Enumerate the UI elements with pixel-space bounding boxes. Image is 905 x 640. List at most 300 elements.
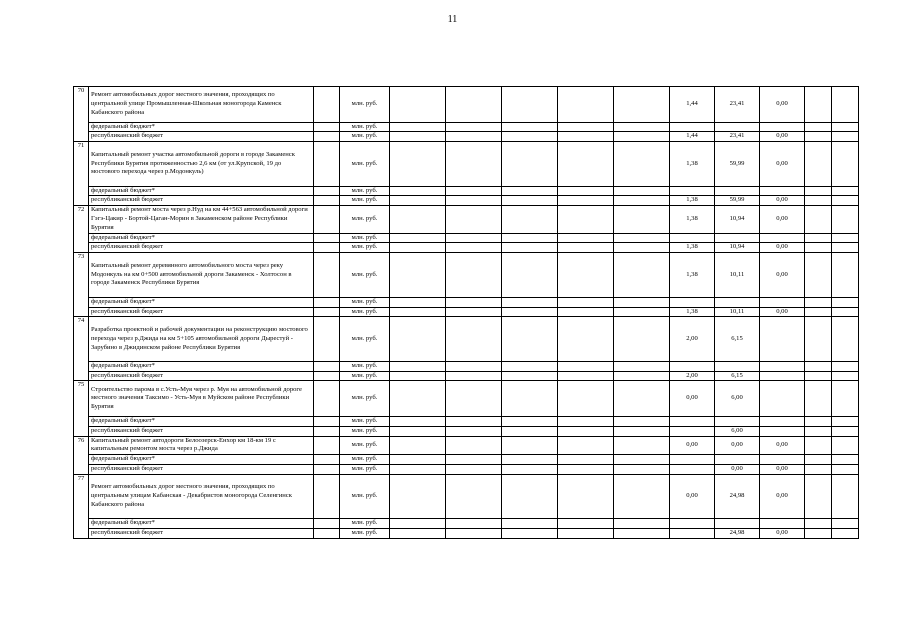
empty-cell (832, 371, 859, 381)
row-description: Строительство парома в с.Усть-Муя через р. Муя на автомобильной дороге местного значения Таксимо - Усть-Муя в Муйском районе Республики Бурятия (89, 381, 314, 417)
empty-cell (805, 474, 832, 519)
row-description: Капитальный ремонт участка автомобильной дороги в городе Закаменск Республики Бурятия протяженностью 2,6 км (от ул.Крупской, 19 до мостового перехода через р.Модонкуль) (89, 142, 314, 187)
empty-cell (558, 253, 614, 298)
empty-cell (832, 132, 859, 142)
value-cell-1: 1,38 (670, 253, 715, 298)
empty-cell (314, 206, 340, 233)
empty-cell (390, 361, 446, 371)
empty-cell (502, 474, 558, 519)
value-cell-3: 0,00 (760, 474, 805, 519)
empty-cell (805, 132, 832, 142)
row-description: федеральный бюджет* (89, 122, 314, 132)
table-row-sub (74, 307, 859, 317)
empty-cell (805, 233, 832, 243)
value-cell-1: 0,00 (670, 474, 715, 519)
row-description: федеральный бюджет* (89, 233, 314, 243)
value-cell-3 (760, 417, 805, 427)
empty-cell (558, 297, 614, 307)
table-row-item (74, 436, 859, 455)
value-cell-1 (670, 186, 715, 196)
value-cell-3: 0,00 (760, 253, 805, 298)
empty-cell (614, 142, 670, 187)
empty-cell (314, 122, 340, 132)
value-cell-2: 10,94 (715, 243, 760, 253)
empty-cell (558, 361, 614, 371)
empty-cell (390, 132, 446, 142)
unit-cell: млн. руб. (340, 196, 390, 206)
empty-cell (558, 371, 614, 381)
empty-cell (805, 142, 832, 187)
row-description: Капитальный ремонт деревянного автомобильного моста через реку Модонкуль на км 0+500 автомобильной дороги Закаменск - Холтосон в городе Закаменск Республики Бурятия (89, 253, 314, 298)
value-cell-3 (760, 186, 805, 196)
value-cell-2: 6,15 (715, 371, 760, 381)
value-cell-2: 24,98 (715, 529, 760, 539)
empty-cell (446, 455, 502, 465)
empty-cell (390, 417, 446, 427)
empty-cell (805, 317, 832, 362)
value-cell-1: 1,44 (670, 132, 715, 142)
unit-cell: млн. руб. (340, 417, 390, 427)
unit-cell: млн. руб. (340, 436, 390, 455)
empty-cell (558, 455, 614, 465)
empty-cell (502, 196, 558, 206)
empty-cell (805, 519, 832, 529)
value-cell-2: 24,98 (715, 474, 760, 519)
row-number: 73 (74, 253, 89, 317)
value-cell-2 (715, 455, 760, 465)
empty-cell (390, 122, 446, 132)
value-cell-3: 0,00 (760, 142, 805, 187)
empty-cell (446, 426, 502, 436)
empty-cell (614, 381, 670, 417)
empty-cell (614, 519, 670, 529)
empty-cell (614, 297, 670, 307)
empty-cell (446, 243, 502, 253)
value-cell-1 (670, 361, 715, 371)
row-description: федеральный бюджет* (89, 297, 314, 307)
empty-cell (558, 381, 614, 417)
value-cell-2 (715, 297, 760, 307)
empty-cell (314, 142, 340, 187)
value-cell-3 (760, 122, 805, 132)
unit-cell: млн. руб. (340, 243, 390, 253)
unit-cell: млн. руб. (340, 474, 390, 519)
value-cell-1 (670, 417, 715, 427)
value-cell-1: 2,00 (670, 371, 715, 381)
row-number: 71 (74, 142, 89, 206)
value-cell-3 (760, 519, 805, 529)
empty-cell (314, 529, 340, 539)
value-cell-3: 0,00 (760, 529, 805, 539)
empty-cell (805, 206, 832, 233)
value-cell-3 (760, 426, 805, 436)
empty-cell (558, 317, 614, 362)
empty-cell (446, 253, 502, 298)
empty-cell (558, 196, 614, 206)
empty-cell (446, 233, 502, 243)
empty-cell (502, 253, 558, 298)
empty-cell (446, 186, 502, 196)
empty-cell (502, 206, 558, 233)
empty-cell (446, 142, 502, 187)
table-row-sub (74, 426, 859, 436)
empty-cell (390, 196, 446, 206)
empty-cell (446, 317, 502, 362)
empty-cell (390, 206, 446, 233)
empty-cell (805, 186, 832, 196)
empty-cell (805, 253, 832, 298)
empty-cell (558, 186, 614, 196)
value-cell-3 (760, 361, 805, 371)
row-description: республиканский бюджет (89, 243, 314, 253)
value-cell-1 (670, 519, 715, 529)
value-cell-2: 0,00 (715, 436, 760, 455)
value-cell-2: 23,41 (715, 132, 760, 142)
empty-cell (446, 519, 502, 529)
unit-cell: млн. руб. (340, 253, 390, 298)
unit-cell: млн. руб. (340, 87, 390, 123)
table-row-sub (74, 361, 859, 371)
empty-cell (805, 455, 832, 465)
empty-cell (558, 474, 614, 519)
row-description: Капитальный ремонт моста через р.Нуд на км 44+563 автомобильной дороги Гэгэ-Цакир - Бортой-Цаган-Морин в Закаменском районе Республики Бурятия (89, 206, 314, 233)
empty-cell (446, 87, 502, 123)
page-number: 11 (447, 14, 458, 25)
empty-cell (832, 186, 859, 196)
empty-cell (314, 474, 340, 519)
empty-cell (558, 436, 614, 455)
empty-cell (614, 186, 670, 196)
row-description: республиканский бюджет (89, 465, 314, 475)
row-number: 75 (74, 381, 89, 436)
unit-cell: млн. руб. (340, 206, 390, 233)
empty-cell (832, 436, 859, 455)
value-cell-2 (715, 361, 760, 371)
value-cell-3: 0,00 (760, 243, 805, 253)
empty-cell (446, 381, 502, 417)
empty-cell (314, 253, 340, 298)
value-cell-2: 59,99 (715, 142, 760, 187)
table-row-sub (74, 186, 859, 196)
empty-cell (614, 317, 670, 362)
row-description: Ремонт автомобильных дорог местного значения, проходящих по центральным улицам Кабанская - Декабристов моногорода Селенгинск Кабанского района (89, 474, 314, 519)
value-cell-3: 0,00 (760, 465, 805, 475)
empty-cell (314, 317, 340, 362)
empty-cell (558, 519, 614, 529)
empty-cell (502, 426, 558, 436)
empty-cell (558, 233, 614, 243)
empty-cell (805, 426, 832, 436)
unit-cell: млн. руб. (340, 132, 390, 142)
empty-cell (502, 233, 558, 243)
table-row-sub (74, 529, 859, 539)
empty-cell (832, 87, 859, 123)
empty-cell (558, 307, 614, 317)
value-cell-2: 6,00 (715, 381, 760, 417)
empty-cell (614, 417, 670, 427)
value-cell-3: 0,00 (760, 206, 805, 233)
empty-cell (805, 361, 832, 371)
empty-cell (390, 474, 446, 519)
table-row-sub (74, 417, 859, 427)
empty-cell (390, 426, 446, 436)
empty-cell (314, 417, 340, 427)
empty-cell (805, 87, 832, 123)
empty-cell (832, 122, 859, 132)
empty-cell (832, 465, 859, 475)
empty-cell (832, 317, 859, 362)
unit-cell: млн. руб. (340, 361, 390, 371)
empty-cell (614, 253, 670, 298)
empty-cell (614, 233, 670, 243)
empty-cell (614, 132, 670, 142)
unit-cell: млн. руб. (340, 455, 390, 465)
empty-cell (832, 455, 859, 465)
value-cell-1: 2,00 (670, 317, 715, 362)
empty-cell (390, 381, 446, 417)
table-row-item (74, 253, 859, 298)
value-cell-3: 0,00 (760, 196, 805, 206)
value-cell-3: 0,00 (760, 307, 805, 317)
unit-cell: млн. руб. (340, 519, 390, 529)
empty-cell (832, 519, 859, 529)
value-cell-1 (670, 529, 715, 539)
empty-cell (614, 529, 670, 539)
empty-cell (390, 243, 446, 253)
empty-cell (614, 361, 670, 371)
empty-cell (558, 206, 614, 233)
empty-cell (805, 243, 832, 253)
value-cell-3: 0,00 (760, 132, 805, 142)
value-cell-3 (760, 297, 805, 307)
unit-cell: млн. руб. (340, 529, 390, 539)
table-row-sub (74, 132, 859, 142)
empty-cell (314, 371, 340, 381)
empty-cell (390, 142, 446, 187)
empty-cell (614, 465, 670, 475)
empty-cell (446, 132, 502, 142)
empty-cell (314, 436, 340, 455)
empty-cell (502, 132, 558, 142)
empty-cell (558, 142, 614, 187)
value-cell-2 (715, 186, 760, 196)
row-description: республиканский бюджет (89, 132, 314, 142)
value-cell-3: 0,00 (760, 436, 805, 455)
empty-cell (502, 243, 558, 253)
value-cell-3: 0,00 (760, 87, 805, 123)
empty-cell (614, 455, 670, 465)
empty-cell (314, 426, 340, 436)
row-description: федеральный бюджет* (89, 361, 314, 371)
value-cell-3 (760, 371, 805, 381)
empty-cell (446, 465, 502, 475)
empty-cell (805, 297, 832, 307)
empty-cell (805, 371, 832, 381)
empty-cell (314, 233, 340, 243)
empty-cell (832, 426, 859, 436)
empty-cell (558, 132, 614, 142)
empty-cell (390, 233, 446, 243)
empty-cell (832, 474, 859, 519)
value-cell-1: 0,00 (670, 436, 715, 455)
empty-cell (805, 529, 832, 539)
value-cell-1: 1,38 (670, 196, 715, 206)
unit-cell: млн. руб. (340, 233, 390, 243)
empty-cell (314, 361, 340, 371)
empty-cell (614, 196, 670, 206)
empty-cell (614, 87, 670, 123)
empty-cell (558, 243, 614, 253)
unit-cell: млн. руб. (340, 381, 390, 417)
value-cell-1 (670, 233, 715, 243)
unit-cell: млн. руб. (340, 465, 390, 475)
budget-table (73, 86, 859, 539)
empty-cell (614, 206, 670, 233)
table-row-sub (74, 233, 859, 243)
empty-cell (502, 142, 558, 187)
empty-cell (805, 465, 832, 475)
row-number: 70 (74, 87, 89, 142)
empty-cell (832, 196, 859, 206)
value-cell-3 (760, 455, 805, 465)
empty-cell (832, 233, 859, 243)
value-cell-2: 10,11 (715, 307, 760, 317)
empty-cell (502, 371, 558, 381)
empty-cell (390, 455, 446, 465)
empty-cell (314, 186, 340, 196)
row-description: федеральный бюджет* (89, 186, 314, 196)
unit-cell: млн. руб. (340, 142, 390, 187)
value-cell-1: 1,44 (670, 87, 715, 123)
empty-cell (558, 426, 614, 436)
empty-cell (502, 122, 558, 132)
empty-cell (314, 243, 340, 253)
empty-cell (446, 307, 502, 317)
value-cell-1: 1,38 (670, 206, 715, 233)
empty-cell (446, 417, 502, 427)
empty-cell (614, 371, 670, 381)
row-number: 72 (74, 206, 89, 253)
empty-cell (805, 436, 832, 455)
value-cell-1 (670, 122, 715, 132)
empty-cell (502, 436, 558, 455)
empty-cell (614, 122, 670, 132)
value-cell-1 (670, 455, 715, 465)
table-row-item (74, 381, 859, 417)
table-row-sub (74, 465, 859, 475)
table-row-item (74, 317, 859, 362)
unit-cell: млн. руб. (340, 297, 390, 307)
value-cell-2: 10,11 (715, 253, 760, 298)
empty-cell (314, 381, 340, 417)
empty-cell (832, 307, 859, 317)
table-row-sub (74, 519, 859, 529)
value-cell-2 (715, 417, 760, 427)
value-cell-1 (670, 426, 715, 436)
empty-cell (314, 455, 340, 465)
empty-cell (502, 455, 558, 465)
value-cell-1: 0,00 (670, 381, 715, 417)
empty-cell (502, 465, 558, 475)
empty-cell (390, 186, 446, 196)
empty-cell (314, 465, 340, 475)
empty-cell (832, 529, 859, 539)
empty-cell (446, 196, 502, 206)
empty-cell (558, 465, 614, 475)
value-cell-2 (715, 233, 760, 243)
table-row-item (74, 87, 859, 123)
row-description: республиканский бюджет (89, 371, 314, 381)
empty-cell (502, 519, 558, 529)
empty-cell (390, 307, 446, 317)
empty-cell (805, 122, 832, 132)
empty-cell (390, 465, 446, 475)
unit-cell: млн. руб. (340, 371, 390, 381)
empty-cell (502, 381, 558, 417)
empty-cell (832, 253, 859, 298)
empty-cell (446, 206, 502, 233)
table-row-sub (74, 297, 859, 307)
empty-cell (446, 371, 502, 381)
empty-cell (502, 87, 558, 123)
value-cell-2: 23,41 (715, 87, 760, 123)
empty-cell (314, 519, 340, 529)
table-row-item (74, 142, 859, 187)
empty-cell (390, 436, 446, 455)
row-number: 77 (74, 474, 89, 538)
row-description: Капитальный ремонт автодороги Белоозерск-Енхор км 18-км 19 с капитальным ремонтом моста через р.Джида (89, 436, 314, 455)
unit-cell: млн. руб. (340, 307, 390, 317)
empty-cell (502, 417, 558, 427)
value-cell-2 (715, 122, 760, 132)
empty-cell (805, 417, 832, 427)
table-row-sub (74, 371, 859, 381)
value-cell-2: 6,15 (715, 317, 760, 362)
value-cell-1 (670, 465, 715, 475)
table-row-sub (74, 196, 859, 206)
empty-cell (832, 206, 859, 233)
empty-cell (390, 87, 446, 123)
row-description: федеральный бюджет* (89, 519, 314, 529)
empty-cell (390, 371, 446, 381)
row-number: 76 (74, 436, 89, 474)
empty-cell (614, 307, 670, 317)
value-cell-2: 0,00 (715, 465, 760, 475)
empty-cell (390, 317, 446, 362)
table-row-item (74, 206, 859, 233)
value-cell-2: 10,94 (715, 206, 760, 233)
empty-cell (446, 529, 502, 539)
empty-cell (314, 132, 340, 142)
empty-cell (558, 87, 614, 123)
empty-cell (390, 297, 446, 307)
empty-cell (832, 361, 859, 371)
empty-cell (390, 529, 446, 539)
empty-cell (502, 297, 558, 307)
empty-cell (832, 243, 859, 253)
empty-cell (390, 519, 446, 529)
table-row-sub (74, 243, 859, 253)
empty-cell (446, 474, 502, 519)
value-cell-3 (760, 233, 805, 243)
unit-cell: млн. руб. (340, 122, 390, 132)
empty-cell (558, 122, 614, 132)
empty-cell (558, 417, 614, 427)
row-description: республиканский бюджет (89, 426, 314, 436)
empty-cell (558, 529, 614, 539)
empty-cell (446, 361, 502, 371)
empty-cell (614, 436, 670, 455)
